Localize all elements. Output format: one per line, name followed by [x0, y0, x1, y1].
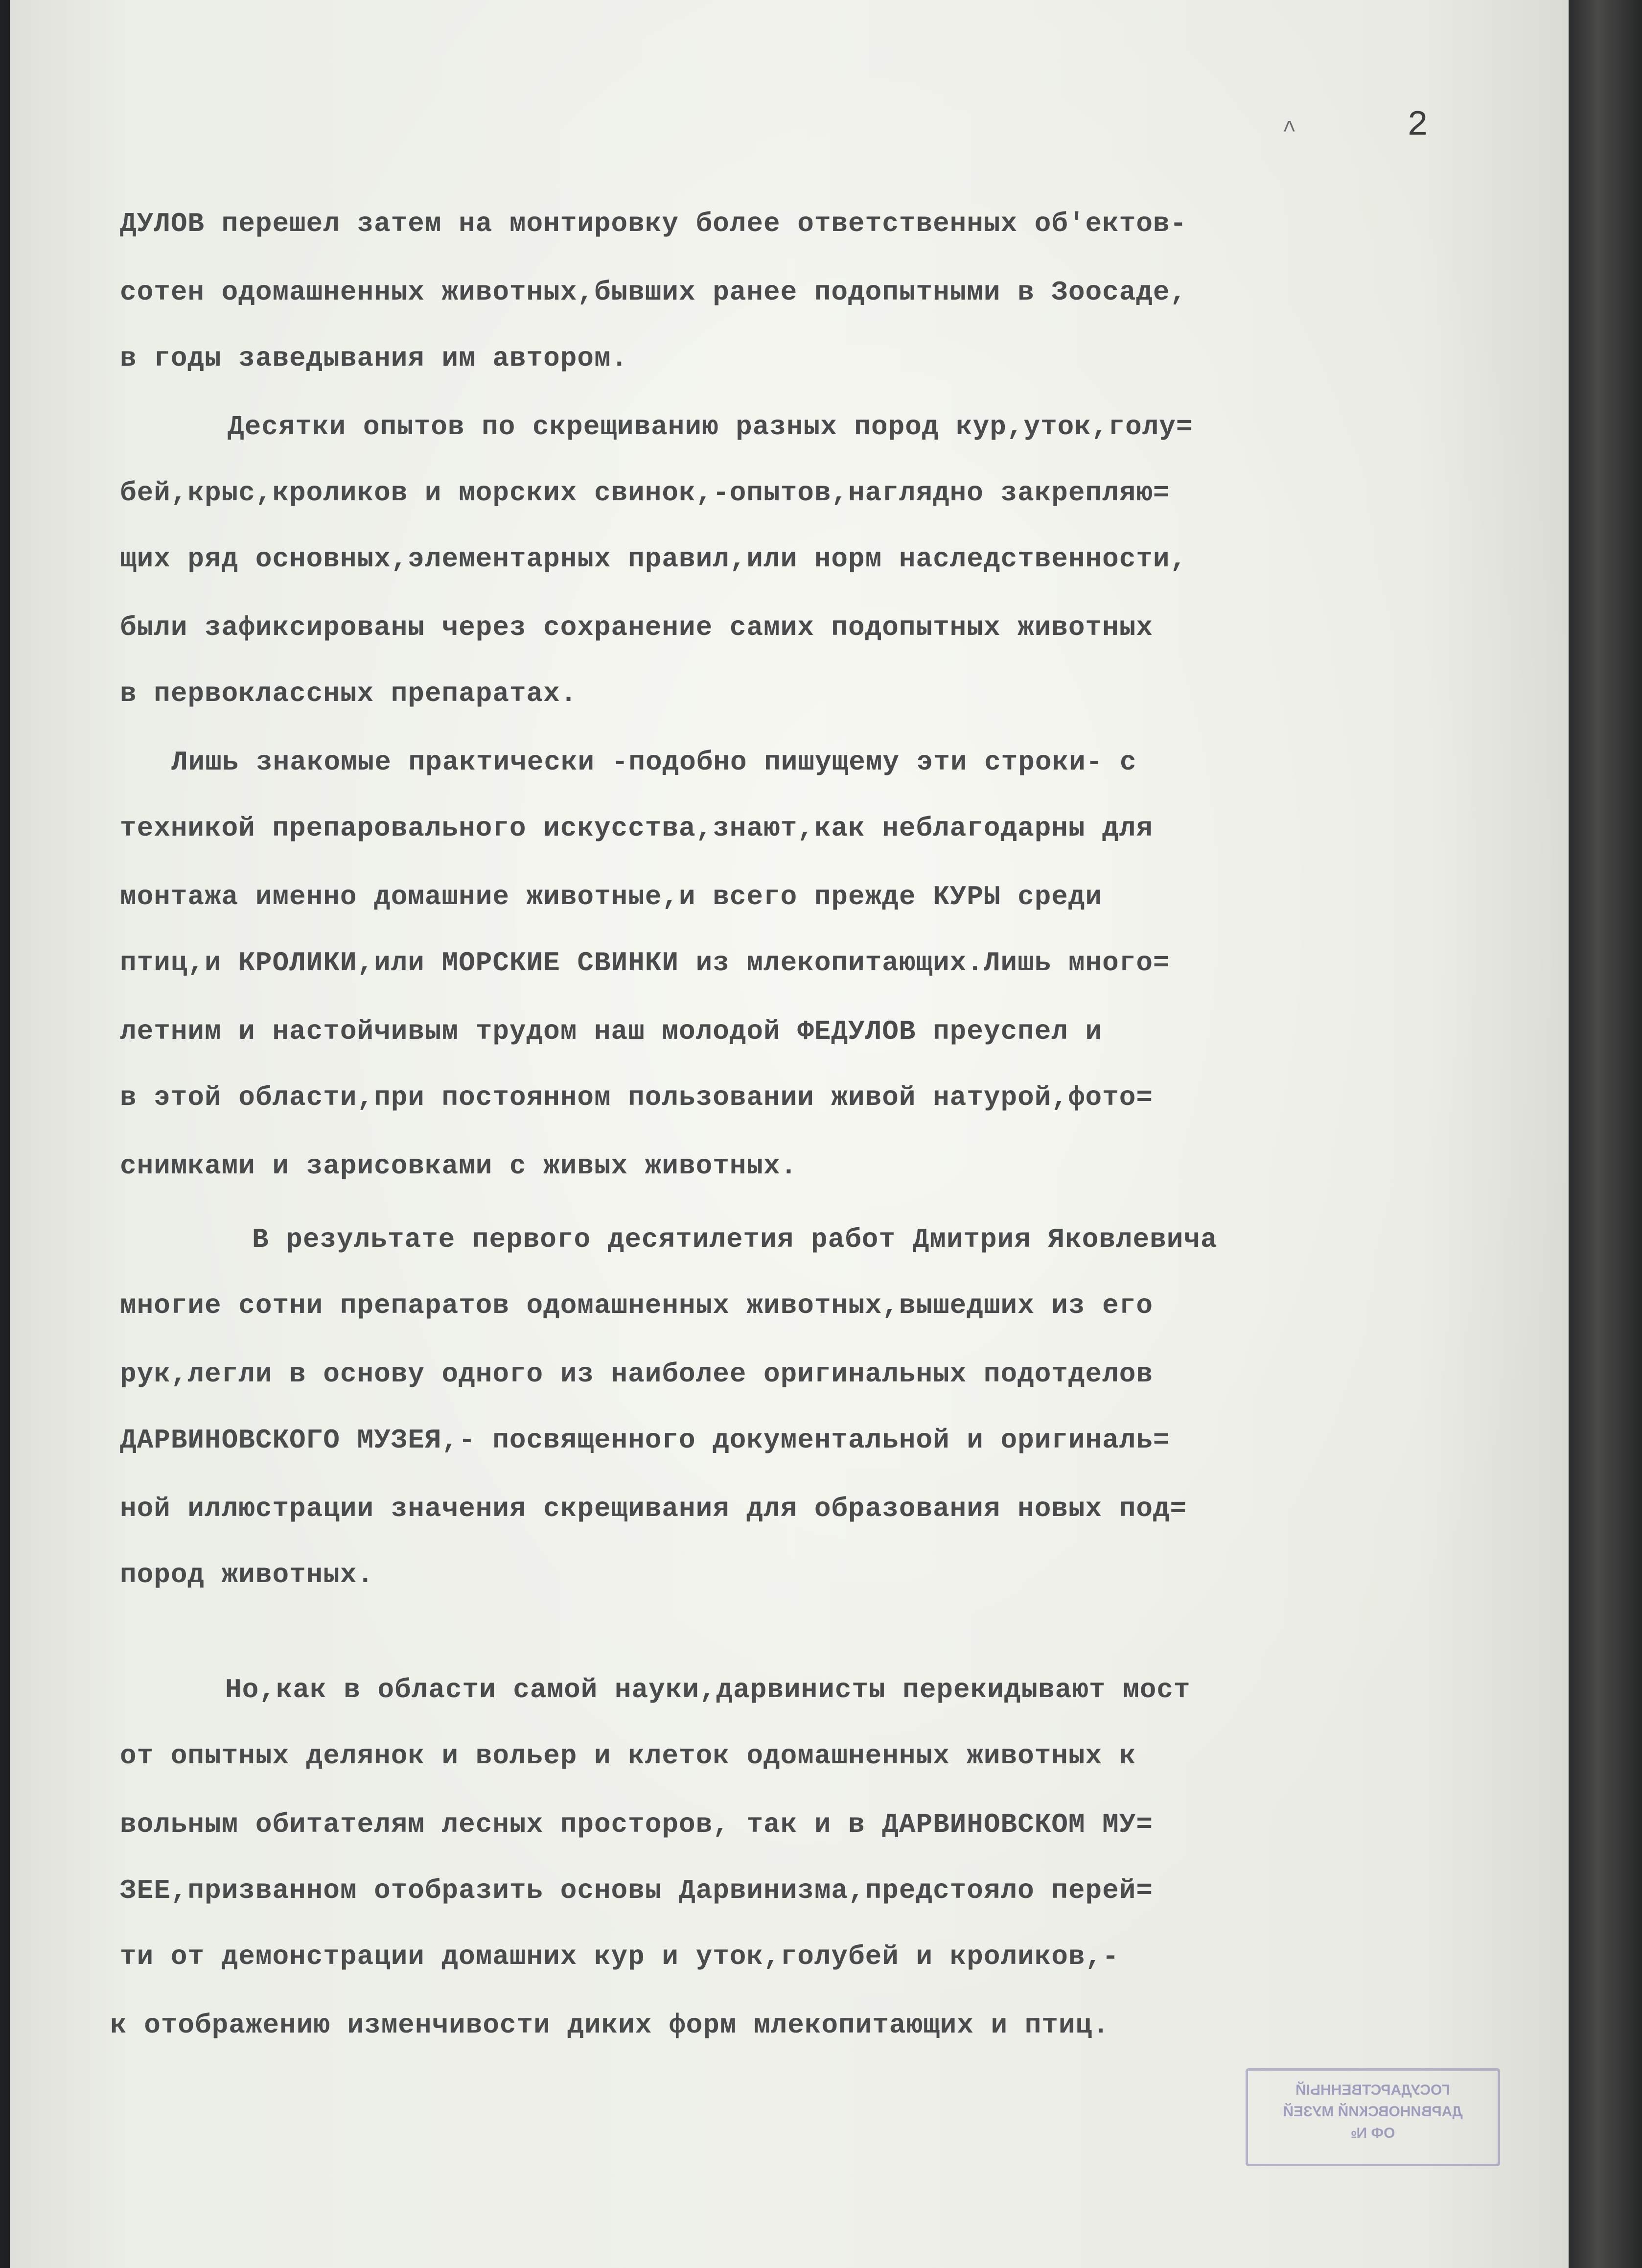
stamp-line: ГОСУДАРСТВЕННЫЙ: [1295, 2082, 1450, 2098]
text-line: ти от демонстрации домашних кур и уток,голубей и кроликов,-: [120, 1941, 1119, 1972]
text-line: Лишь знакомые практически -подобно пишущему эти строки- с: [171, 747, 1137, 778]
text-line: щих ряд основных,элементарных правил,или норм наследственности,: [120, 543, 1187, 575]
text-line: В результате первого десятилетия работ Дмитрия Яковлевича: [252, 1224, 1218, 1255]
text-line: техникой препаровального искусства,знают,как неблагодарны для: [120, 813, 1153, 844]
text-line: многие сотни препаратов одомашненных животных,вышедших из его: [120, 1290, 1153, 1321]
text-line: ДАРВИНОВСКОГО МУЗЕЯ,- посвященного документальной и оригиналь=: [120, 1425, 1170, 1456]
text-line: монтажа именно домашние животные,и всего прежде КУРЫ среди: [120, 881, 1103, 912]
page-tick-mark: ^: [1282, 117, 1296, 144]
scanner-edge: [1569, 0, 1642, 2268]
text-line: пород животных.: [120, 1559, 374, 1590]
stamp-line: ДАРВИНОВСКИЙ МУЗЕЙ: [1283, 2104, 1463, 2120]
text-line: ной иллюстрации значения скрещивания для образования новых под=: [120, 1493, 1187, 1524]
text-line: птиц,и КРОЛИКИ,или МОРСКИЕ СВИНКИ из млекопитающих.Лишь много=: [120, 947, 1170, 979]
text-line: от опытных делянок и вольер и клеток одомашненных животных к: [120, 1740, 1136, 1772]
text-line: снимками и зарисовками с живых животных.: [120, 1150, 798, 1182]
text-line: к отображению изменчивости диких форм млекопитающих и птиц.: [110, 2010, 1110, 2041]
text-line: были зафиксированы через сохранение самих подопытных животных: [120, 612, 1153, 643]
stamp-line: ОФ №: [1350, 2125, 1395, 2141]
page-number: 2: [1407, 105, 1429, 145]
text-line: летним и настойчивым трудом наш молодой ФЕДУЛОВ преуспел и: [120, 1016, 1103, 1047]
text-line: в годы заведывания им автором.: [120, 343, 628, 374]
text-line: рук,легли в основу одного из наиболее оригинальных подотделов: [120, 1358, 1153, 1390]
museum-stamp: [1246, 2068, 1500, 2166]
text-line: ДУЛОВ перешел затем на монтировку более ответственных об'ектов-: [120, 208, 1187, 239]
text-line: Десятки опытов по скрещиванию разных пород кур,уток,голу=: [228, 411, 1193, 443]
text-line: в этой области,при постоянном пользовании живой натурой,фото=: [120, 1082, 1153, 1113]
text-line: вольным обитателям лесных просторов, так и в ДАРВИНОВСКОМ МУ=: [120, 1809, 1153, 1840]
text-line: Но,как в области самой науки,дарвинисты перекидывают мост: [225, 1674, 1191, 1706]
text-line: бей,крыс,кроликов и морских свинок,-опытов,наглядно закрепляю=: [120, 477, 1170, 509]
typewritten-page: [10, 0, 1576, 2268]
text-line: ЗЕЕ,призванном отобразить основы Дарвинизма,предстояло перей=: [120, 1875, 1153, 1906]
text-line: в первоклассных препаратах.: [120, 678, 578, 709]
text-line: сотен одомашненных животных,бывших ранее подопытными в Зоосаде,: [120, 277, 1187, 308]
